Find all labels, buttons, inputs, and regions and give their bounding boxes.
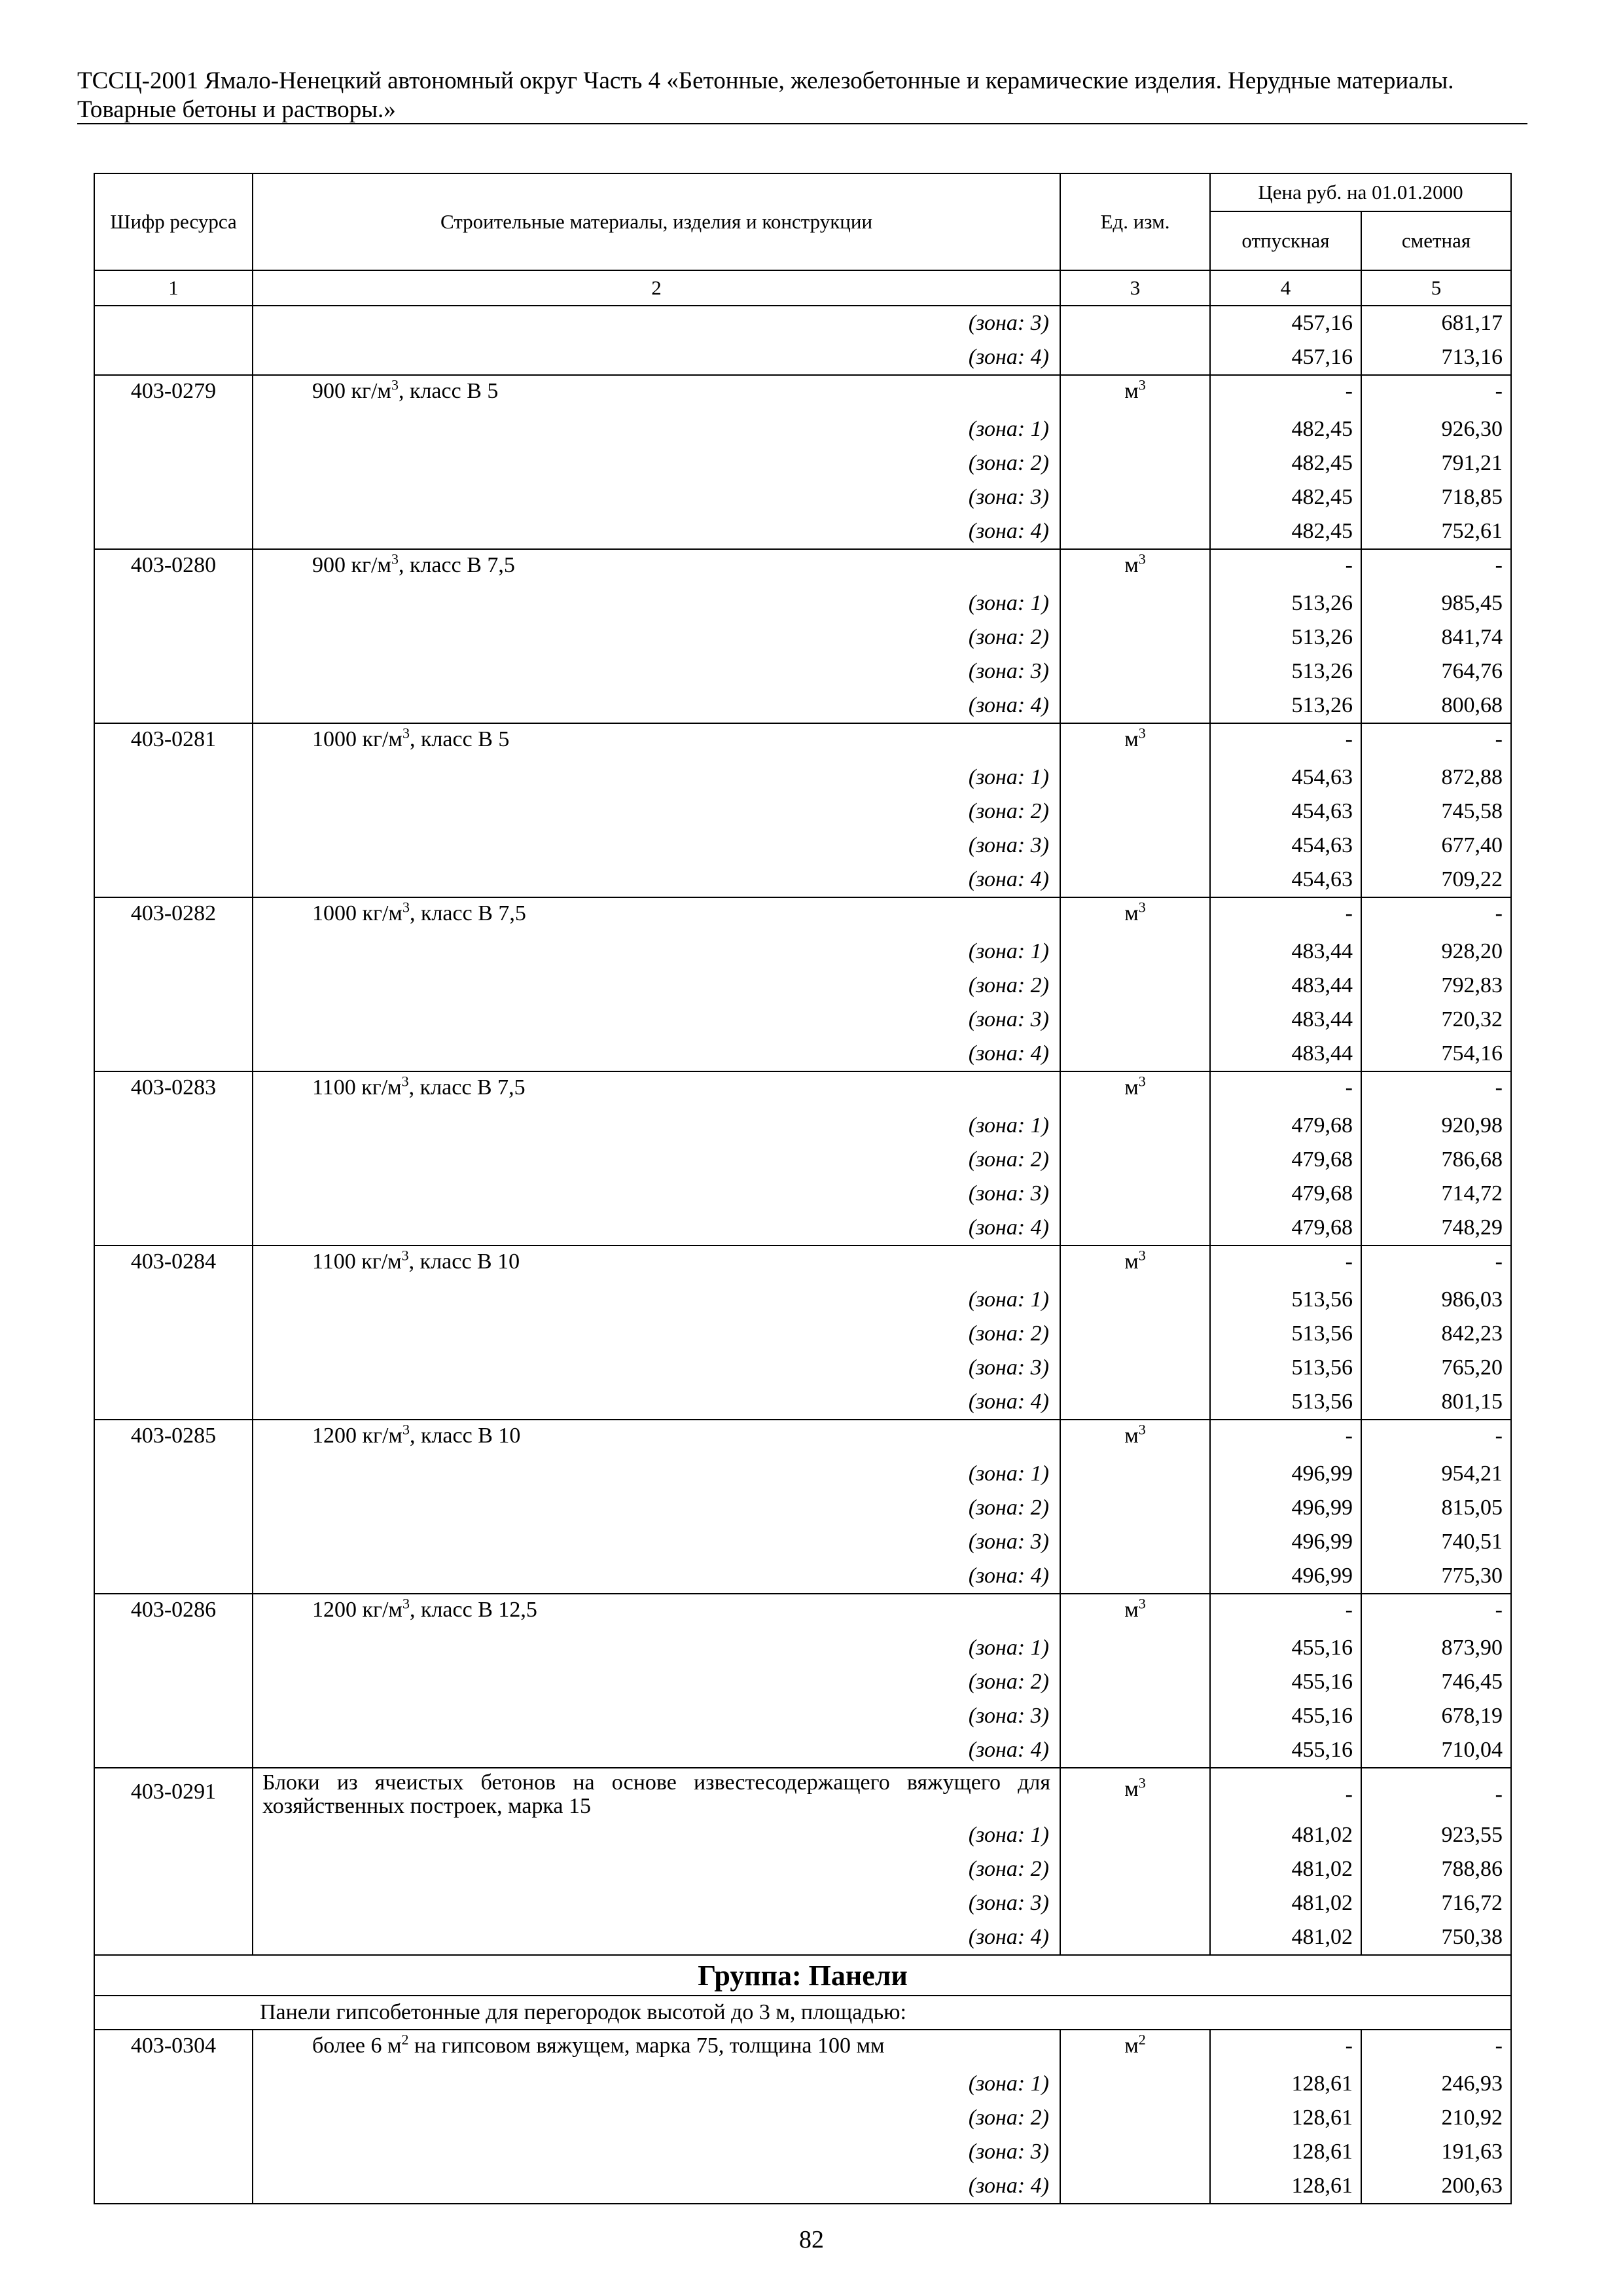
zone-label: (зона: 3) [253, 306, 1060, 340]
item-row [94, 723, 1511, 761]
zone-row [94, 446, 1511, 480]
zone-row [94, 306, 1511, 340]
release-price: 128,61 [1210, 2169, 1361, 2204]
material-name: 900 $кг/м^3$, класс В 7,5 [253, 549, 1060, 586]
release-price: - [1210, 1071, 1361, 1109]
zone-label: (зона: 2) [253, 446, 1060, 480]
header-line-1: ТССЦ-2001 Ямало-Ненецкий автономный округ Часть 4 «Бетонные, железобетонные и керамические изделия. Нерудные материалы. [77, 67, 1454, 94]
release-price: 496,99 [1210, 1491, 1361, 1525]
estimate-price: 764,76 [1361, 655, 1511, 689]
release-price: 454,63 [1210, 795, 1361, 829]
zone-label: (зона: 3) [253, 1351, 1060, 1385]
unit-cell: $м^2$ [1060, 2030, 1210, 2067]
release-price: 483,44 [1210, 935, 1361, 969]
release-price: 454,63 [1210, 863, 1361, 897]
resource-code: 403-0281 [94, 723, 253, 761]
zone-row [94, 1109, 1511, 1143]
zone-label: (зона: 1) [253, 586, 1060, 620]
material-name: Блоки из ячеистых бетонов на основе известесодержащего вяжущего для хозяйственных построек, марка 15 [253, 1768, 1060, 1818]
zone-label: (зона: 1) [253, 1109, 1060, 1143]
zone-row [94, 1385, 1511, 1420]
release-price: 482,45 [1210, 412, 1361, 446]
estimate-price: 920,98 [1361, 1109, 1511, 1143]
item-row [94, 549, 1511, 586]
release-price: - [1210, 897, 1361, 935]
zone-row [94, 1525, 1511, 1559]
header-line-2: Товарные бетоны и растворы.» [77, 96, 396, 123]
estimate-price: 800,68 [1361, 689, 1511, 723]
estimate-price: 750,38 [1361, 1920, 1511, 1955]
item-block [94, 375, 1511, 549]
release-price: 482,45 [1210, 446, 1361, 480]
estimate-price: - [1361, 1420, 1511, 1457]
release-price: 481,02 [1210, 1886, 1361, 1920]
estimate-price: - [1361, 1246, 1511, 1283]
release-price: 496,99 [1210, 1559, 1361, 1594]
estimate-price: 752,61 [1361, 514, 1511, 549]
estimate-price: - [1361, 549, 1511, 586]
release-price: 513,56 [1210, 1351, 1361, 1385]
col-release-header: отпускная [1210, 211, 1361, 270]
release-price: 483,44 [1210, 1037, 1361, 1071]
release-price: 513,56 [1210, 1283, 1361, 1317]
estimate-price: - [1361, 2030, 1511, 2067]
zone-row [94, 586, 1511, 620]
zone-row [94, 1818, 1511, 1852]
material-name: 1200 $кг/м^3$, класс В 10 [253, 1420, 1060, 1457]
resource-code: 403-0282 [94, 897, 253, 935]
zone-label: (зона: 3) [253, 480, 1060, 514]
zone-row [94, 1559, 1511, 1594]
estimate-price: 713,16 [1361, 340, 1511, 375]
release-price: 455,16 [1210, 1733, 1361, 1768]
estimate-price: 709,22 [1361, 863, 1511, 897]
release-price: 455,16 [1210, 1631, 1361, 1665]
zone-label: (зона: 2) [253, 1317, 1060, 1351]
release-price: 482,45 [1210, 514, 1361, 549]
estimate-price: 923,55 [1361, 1818, 1511, 1852]
release-price: 457,16 [1210, 306, 1361, 340]
zone-row [94, 829, 1511, 863]
zone-label: (зона: 4) [253, 863, 1060, 897]
zone-row [94, 1457, 1511, 1491]
col-number: 2 [253, 270, 1060, 306]
group-subtitle: Панели гипсобетонные для перегородок высотой до 3 м, площадью: [94, 1996, 1511, 2030]
estimate-price: 775,30 [1361, 1559, 1511, 1594]
zone-label: (зона: 4) [253, 514, 1060, 549]
zone-row [94, 1317, 1511, 1351]
release-price: 496,99 [1210, 1457, 1361, 1491]
zone-label: (зона: 1) [253, 935, 1060, 969]
group-block [94, 1955, 1511, 2030]
item-row [94, 1246, 1511, 1283]
estimate-price: 200,63 [1361, 2169, 1511, 2204]
zone-label: (зона: 3) [253, 2135, 1060, 2169]
material-name: 1200 $кг/м^3$, класс В 12,5 [253, 1594, 1060, 1631]
zone-row [94, 1283, 1511, 1317]
unit-cell: $м^3$ [1060, 1246, 1210, 1283]
release-price: 455,16 [1210, 1665, 1361, 1699]
zone-row [94, 1037, 1511, 1071]
resource-code: 403-0286 [94, 1594, 253, 1631]
material-name: 900 $кг/м^3$, класс В 5 [253, 375, 1060, 412]
release-price: - [1210, 2030, 1361, 2067]
item-block [94, 1768, 1511, 1955]
unit-cell: $м^3$ [1060, 1071, 1210, 1109]
item-row [94, 1594, 1511, 1631]
unit-cell: $м^3$ [1060, 897, 1210, 935]
release-price: 479,68 [1210, 1177, 1361, 1211]
unit-cell: $м^3$ [1060, 1420, 1210, 1457]
release-price: 128,61 [1210, 2101, 1361, 2135]
estimate-price: 786,68 [1361, 1143, 1511, 1177]
page-header [77, 67, 1527, 124]
item-row [94, 375, 1511, 412]
item-block [94, 1071, 1511, 1246]
release-price: 513,26 [1210, 586, 1361, 620]
zone-label: (зона: 4) [253, 689, 1060, 723]
release-price: 481,02 [1210, 1852, 1361, 1886]
zone-label: (зона: 3) [253, 1525, 1060, 1559]
release-price: 483,44 [1210, 1003, 1361, 1037]
item-row [94, 1420, 1511, 1457]
zone-label: (зона: 3) [253, 1699, 1060, 1733]
price-table [94, 173, 1512, 2204]
release-price: - [1210, 1594, 1361, 1631]
zone-row [94, 340, 1511, 375]
release-price: 481,02 [1210, 1818, 1361, 1852]
col-number: 4 [1210, 270, 1361, 306]
release-price: 513,26 [1210, 655, 1361, 689]
estimate-price: 791,21 [1361, 446, 1511, 480]
estimate-price: 815,05 [1361, 1491, 1511, 1525]
estimate-price: 754,16 [1361, 1037, 1511, 1071]
release-price: 455,16 [1210, 1699, 1361, 1733]
zone-row [94, 761, 1511, 795]
col-unit-header: Ед. изм. [1060, 173, 1210, 270]
zone-row [94, 1699, 1511, 1733]
estimate-price: - [1361, 897, 1511, 935]
estimate-price: 246,93 [1361, 2067, 1511, 2101]
estimate-price: 954,21 [1361, 1457, 1511, 1491]
release-price: - [1210, 549, 1361, 586]
zone-label: (зона: 4) [253, 1920, 1060, 1955]
col-code-header: Шифр ресурса [94, 173, 253, 270]
zone-label: (зона: 3) [253, 655, 1060, 689]
zone-label: (зона: 4) [253, 1211, 1060, 1246]
material-name: 1000 $кг/м^3$, класс В 7,5 [253, 897, 1060, 935]
estimate-price: 986,03 [1361, 1283, 1511, 1317]
unit-cell: $м^3$ [1060, 1768, 1210, 1818]
zone-row [94, 1733, 1511, 1768]
zone-label: (зона: 2) [253, 2101, 1060, 2135]
estimate-price: - [1361, 1071, 1511, 1109]
zone-label: (зона: 4) [253, 2169, 1060, 2204]
estimate-price: - [1361, 1768, 1511, 1818]
resource-code: 403-0284 [94, 1246, 253, 1283]
estimate-price: 677,40 [1361, 829, 1511, 863]
continuation-block [94, 306, 1511, 375]
unit-cell: $м^3$ [1060, 549, 1210, 586]
zone-row [94, 1491, 1511, 1525]
header-rule [77, 123, 1527, 124]
estimate-price: 678,19 [1361, 1699, 1511, 1733]
item-row [94, 1768, 1511, 1818]
resource-code: 403-0285 [94, 1420, 253, 1457]
estimate-price: 985,45 [1361, 586, 1511, 620]
item-block [94, 1420, 1511, 1594]
zone-row [94, 969, 1511, 1003]
item-row [94, 1071, 1511, 1109]
zone-label: (зона: 4) [253, 1385, 1060, 1420]
release-price: - [1210, 1420, 1361, 1457]
release-price: - [1210, 1246, 1361, 1283]
release-price: 479,68 [1210, 1211, 1361, 1246]
zone-label: (зона: 1) [253, 412, 1060, 446]
zone-label: (зона: 2) [253, 795, 1060, 829]
zone-label: (зона: 2) [253, 620, 1060, 655]
release-price: 496,99 [1210, 1525, 1361, 1559]
release-price: 482,45 [1210, 480, 1361, 514]
resource-code: 403-0279 [94, 375, 253, 412]
release-price: - [1210, 1768, 1361, 1818]
release-price: 479,68 [1210, 1109, 1361, 1143]
zone-label: (зона: 3) [253, 829, 1060, 863]
zone-row [94, 2135, 1511, 2169]
material-name: 1100 $кг/м^3$, класс В 7,5 [253, 1071, 1060, 1109]
item-row [94, 897, 1511, 935]
resource-code: 403-0283 [94, 1071, 253, 1109]
estimate-price: 740,51 [1361, 1525, 1511, 1559]
estimate-price: 926,30 [1361, 412, 1511, 446]
zone-label: (зона: 2) [253, 1665, 1060, 1699]
estimate-price: 191,63 [1361, 2135, 1511, 2169]
resource-code: 403-0291 [94, 1768, 253, 1818]
estimate-price: 710,04 [1361, 1733, 1511, 1768]
zone-row [94, 935, 1511, 969]
resource-code: 403-0280 [94, 549, 253, 586]
estimate-price: 716,72 [1361, 1886, 1511, 1920]
estimate-price: 681,17 [1361, 306, 1511, 340]
unit-cell: $м^3$ [1060, 723, 1210, 761]
estimate-price: 718,85 [1361, 480, 1511, 514]
release-price: 454,63 [1210, 761, 1361, 795]
estimate-price: 841,74 [1361, 620, 1511, 655]
material-name: 1100 $кг/м^3$, класс В 10 [253, 1246, 1060, 1283]
zone-row [94, 514, 1511, 549]
estimate-price: 792,83 [1361, 969, 1511, 1003]
zone-label: (зона: 4) [253, 1733, 1060, 1768]
estimate-price: 746,45 [1361, 1665, 1511, 1699]
zone-label: (зона: 2) [253, 1491, 1060, 1525]
zone-row [94, 1886, 1511, 1920]
zone-label: (зона: 1) [253, 1457, 1060, 1491]
zone-row [94, 1852, 1511, 1886]
release-price: 513,56 [1210, 1385, 1361, 1420]
unit-cell: $м^3$ [1060, 1594, 1210, 1631]
zone-label: (зона: 2) [253, 1852, 1060, 1886]
zone-row [94, 1003, 1511, 1037]
estimate-price: 788,86 [1361, 1852, 1511, 1886]
group-title: Группа: Панели [94, 1955, 1511, 1996]
estimate-price: 720,32 [1361, 1003, 1511, 1037]
resource-code: 403-0304 [94, 2030, 253, 2067]
item-block [94, 2030, 1511, 2204]
zone-label: (зона: 1) [253, 2067, 1060, 2101]
zone-row [94, 2067, 1511, 2101]
estimate-price: 872,88 [1361, 761, 1511, 795]
zone-row [94, 480, 1511, 514]
zone-label: (зона: 1) [253, 1283, 1060, 1317]
zone-label: (зона: 4) [253, 1037, 1060, 1071]
release-price: 481,02 [1210, 1920, 1361, 1955]
estimate-price: 745,58 [1361, 795, 1511, 829]
estimate-price: - [1361, 723, 1511, 761]
estimate-price: 748,29 [1361, 1211, 1511, 1246]
zone-row [94, 1631, 1511, 1665]
estimate-price: 801,15 [1361, 1385, 1511, 1420]
zone-row [94, 1665, 1511, 1699]
zone-row [94, 1177, 1511, 1211]
estimate-price: - [1361, 1594, 1511, 1631]
release-price: - [1210, 375, 1361, 412]
release-price: 457,16 [1210, 340, 1361, 375]
material-name: более 6 $м^2$ на гипсовом вяжущем, марка 75, толщина 100 мм [253, 2030, 1060, 2067]
col-number: 3 [1060, 270, 1210, 306]
estimate-price: 210,92 [1361, 2101, 1511, 2135]
zone-row [94, 655, 1511, 689]
zone-row [94, 620, 1511, 655]
release-price: 513,26 [1210, 620, 1361, 655]
zone-label: (зона: 3) [253, 1177, 1060, 1211]
zone-row [94, 1920, 1511, 1955]
release-price: 128,61 [1210, 2067, 1361, 2101]
item-block [94, 1246, 1511, 1420]
col-number: 5 [1361, 270, 1511, 306]
zone-label: (зона: 2) [253, 1143, 1060, 1177]
zone-label: (зона: 1) [253, 1818, 1060, 1852]
estimate-price: 714,72 [1361, 1177, 1511, 1211]
zone-label: (зона: 4) [253, 1559, 1060, 1594]
unit-cell: $м^3$ [1060, 375, 1210, 412]
zone-label: (зона: 3) [253, 1886, 1060, 1920]
release-price: 128,61 [1210, 2135, 1361, 2169]
estimate-price: 928,20 [1361, 935, 1511, 969]
col-price-header: Цена руб. на 01.01.2000 [1210, 173, 1511, 211]
zone-row [94, 2101, 1511, 2135]
page-number: 82 [799, 2226, 824, 2253]
zone-row [94, 412, 1511, 446]
zone-row [94, 863, 1511, 897]
zone-row [94, 1211, 1511, 1246]
zone-row [94, 1351, 1511, 1385]
estimate-price: 842,23 [1361, 1317, 1511, 1351]
col-name-header: Строительные материалы, изделия и конструкции [253, 173, 1060, 270]
item-block [94, 723, 1511, 897]
col-number: 1 [94, 270, 253, 306]
release-price: 479,68 [1210, 1143, 1361, 1177]
zone-label: (зона: 1) [253, 1631, 1060, 1665]
release-price: 513,26 [1210, 689, 1361, 723]
col-estimate-header: сметная [1361, 211, 1511, 270]
release-price: - [1210, 723, 1361, 761]
item-block [94, 549, 1511, 723]
release-price: 454,63 [1210, 829, 1361, 863]
zone-label: (зона: 3) [253, 1003, 1060, 1037]
estimate-price: - [1361, 375, 1511, 412]
item-block [94, 897, 1511, 1071]
release-price: 513,56 [1210, 1317, 1361, 1351]
zone-label: (зона: 2) [253, 969, 1060, 1003]
zone-label: (зона: 4) [253, 340, 1060, 375]
zone-row [94, 795, 1511, 829]
item-row [94, 2030, 1511, 2067]
estimate-price: 873,90 [1361, 1631, 1511, 1665]
material-name: 1000 $кг/м^3$, класс В 5 [253, 723, 1060, 761]
zone-row [94, 2169, 1511, 2204]
estimate-price: 765,20 [1361, 1351, 1511, 1385]
zone-row [94, 1143, 1511, 1177]
release-price: 483,44 [1210, 969, 1361, 1003]
zone-row [94, 689, 1511, 723]
zone-label: (зона: 1) [253, 761, 1060, 795]
item-block [94, 1594, 1511, 1768]
